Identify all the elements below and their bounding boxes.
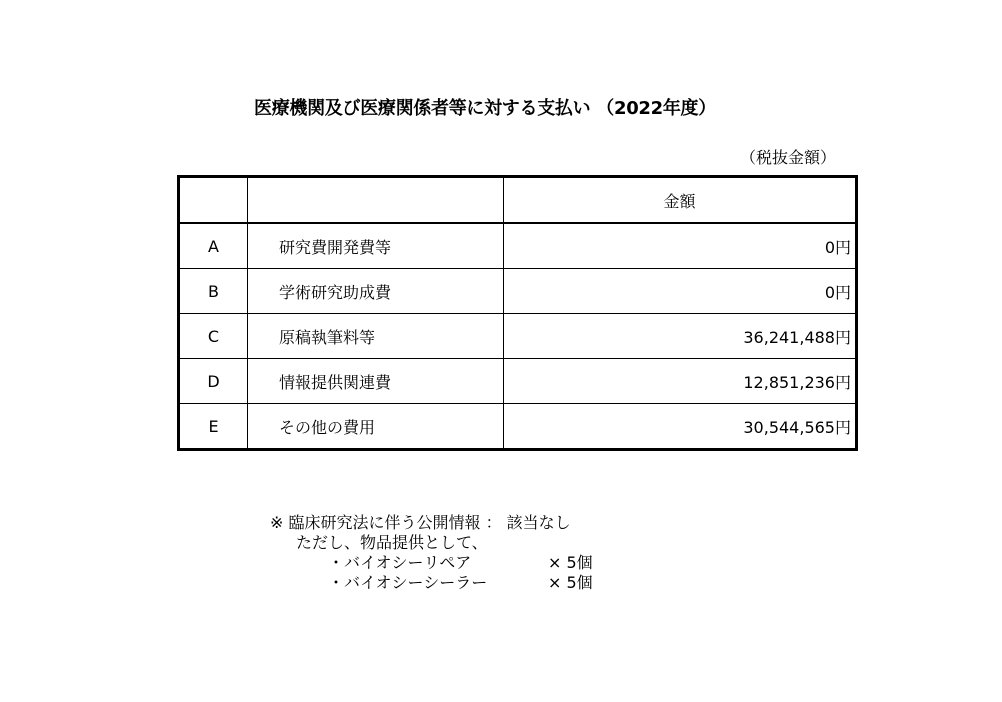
- row-amount: 12,851,236円: [504, 359, 857, 404]
- row-item: [248, 223, 504, 269]
- row-code: A: [179, 223, 248, 269]
- note-item: [270, 573, 593, 593]
- note-item-qty: × 5個: [548, 573, 593, 592]
- payment-table: [177, 175, 858, 451]
- header-item-cell: [248, 177, 504, 224]
- row-item: [248, 404, 504, 450]
- table-row: [179, 359, 857, 404]
- row-code: B: [179, 269, 248, 314]
- row-amount: 30,544,565円: [504, 404, 857, 450]
- note-item-name: ・バイオシーリペア: [328, 553, 472, 572]
- row-amount: 0円: [504, 269, 857, 314]
- unit-note: （税抜金額）: [740, 148, 837, 167]
- table-row: [179, 269, 857, 314]
- row-item: [248, 314, 504, 359]
- header-amount-cell: 金額: [504, 177, 857, 224]
- row-item-label: 原稿執筆料等: [279, 327, 376, 347]
- header-item-label: [248, 191, 279, 210]
- row-item: [248, 359, 504, 404]
- note-line-1: ※ 臨床研究法に伴う公開情報 ： 該当なし: [270, 513, 571, 532]
- row-code: D: [179, 359, 248, 404]
- row-code: E: [179, 404, 248, 450]
- row-item-label: 研究費開発費等: [279, 237, 392, 257]
- row-item-label: 学術研究助成費: [279, 282, 392, 302]
- table-header-row: [179, 177, 857, 224]
- note-line-2: ただし、物品提供として、: [296, 533, 488, 552]
- row-item: [248, 269, 504, 314]
- row-item-label: その他の費用: [279, 417, 376, 437]
- row-amount: 36,241,488円: [504, 314, 857, 359]
- table-row: [179, 314, 857, 359]
- notes-section: [270, 513, 593, 593]
- page-title: 医療機関及び医療関係者等に対する支払い （2022年度）: [254, 98, 716, 119]
- note-item: [270, 553, 593, 573]
- note-item-name: ・バイオシーシーラー: [328, 573, 488, 592]
- table-row: [179, 223, 857, 269]
- header-code-cell: [179, 177, 248, 224]
- row-code: C: [179, 314, 248, 359]
- row-item-label: 情報提供関連費: [279, 372, 392, 392]
- row-amount: 0円: [504, 223, 857, 269]
- note-item-qty: × 5個: [548, 553, 593, 572]
- table-row: [179, 404, 857, 450]
